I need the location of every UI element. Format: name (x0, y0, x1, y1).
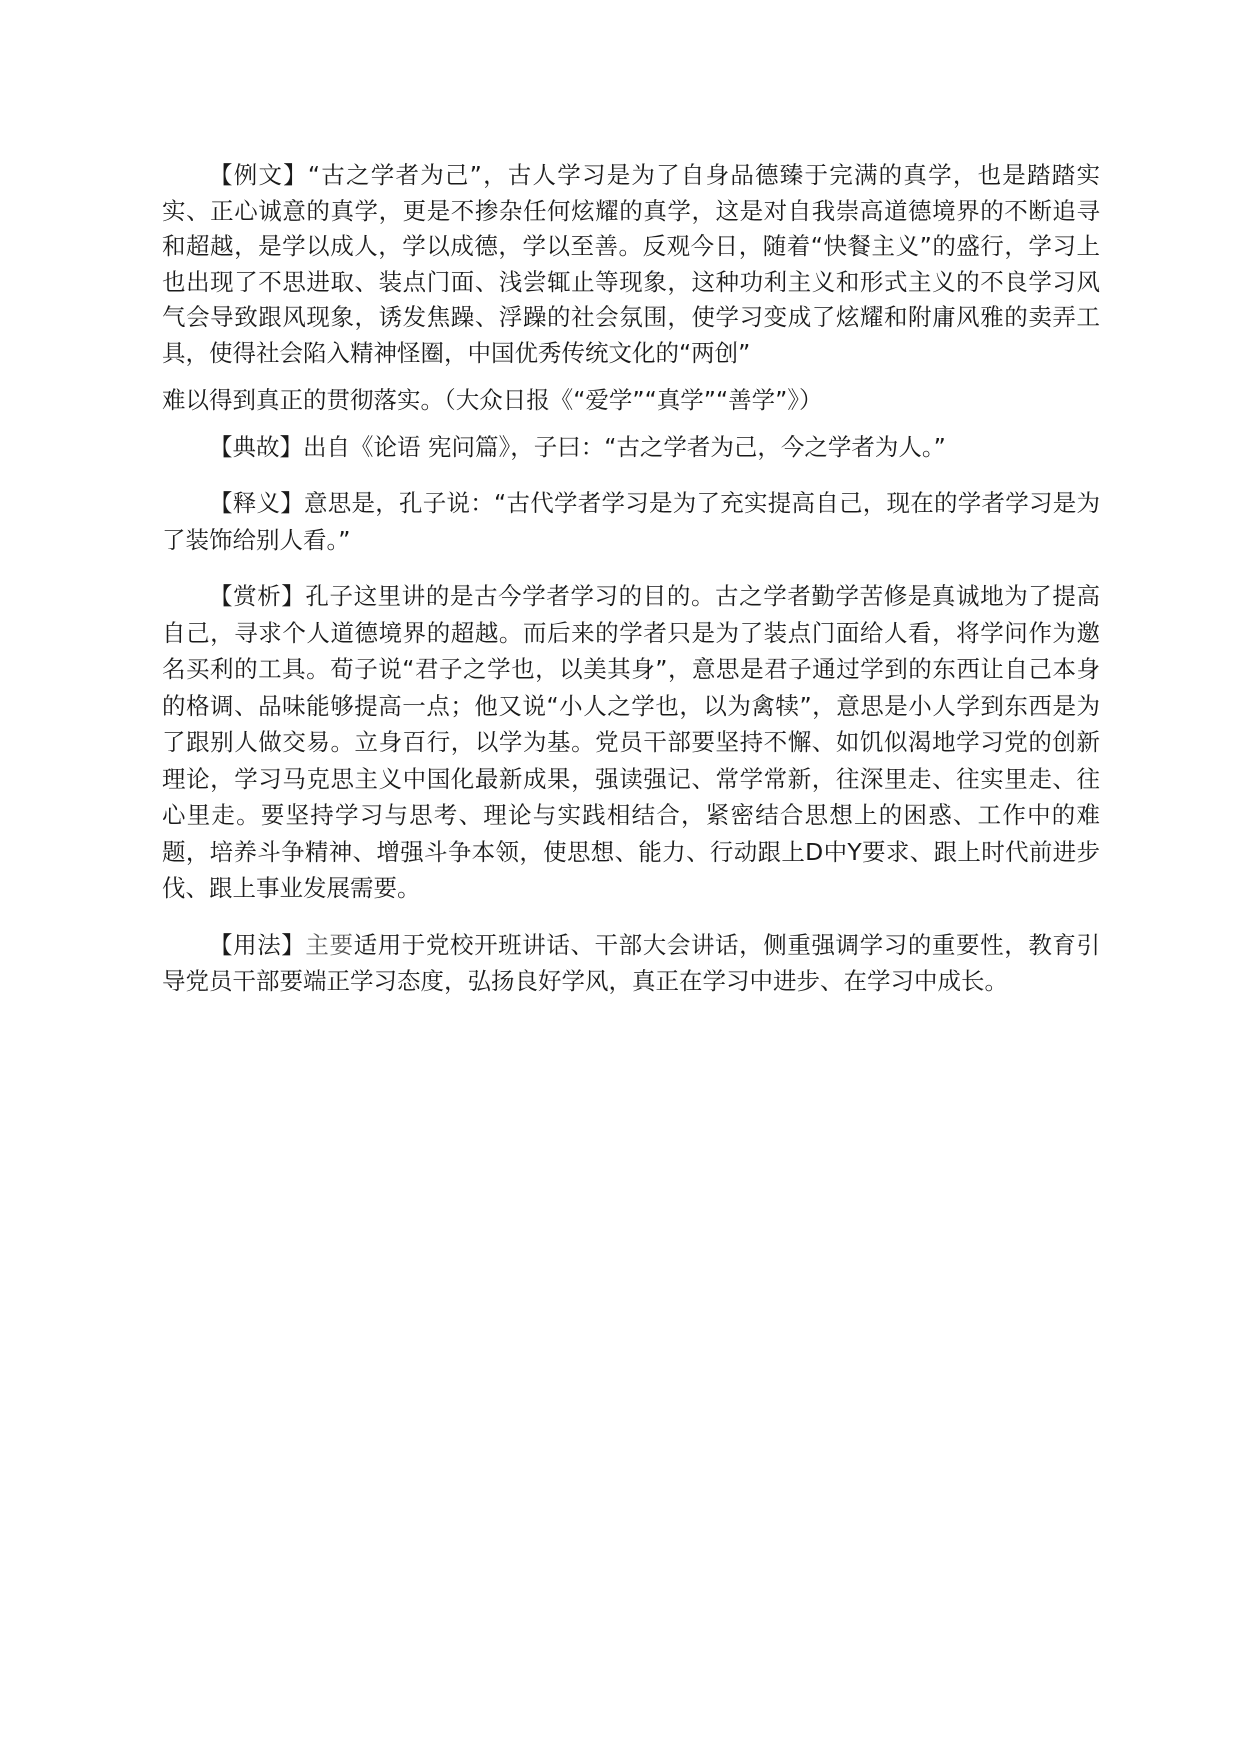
usage-muted-word: 主要 (305, 930, 354, 959)
usage-tag: 【用法】 (209, 930, 306, 959)
example-text: “古之学者为己”，古人学习是为了自身品德臻于完满的真学，也是踏踏实实、正心诚意的真学，更是不掺杂任何炫耀的真学，这是对自我崇高道德境界的不断追寻和超越，是学以成人，学以成德，学以至善。反观今日，随着“快餐主义”的盛行，学习上也出现了不思进取、装点门面、浅尝辄止等现象，这种功利主义和形式主义的不良学习风气会导致跟风现象，诱发焦躁、浮躁的社会氛围，使学习变成了炫耀和附庸风雅的卖弄工具，使得社会陷入精神怪圈，中国优秀传统文化的“两创” (162, 161, 1100, 367)
allusion-tag: 【典故】 (209, 432, 303, 461)
meaning-text: 意思是，孔子说：“古代学者学习是为了充实提高自己，现在的学者学习是为了装饰给别人看。” (162, 489, 1100, 554)
appreciation-tag: 【赏析】 (209, 582, 306, 610)
allusion-text: 出自《论语 宪问篇》，子曰：“古之学者为己，今之学者为人。” (303, 432, 946, 461)
allusion-paragraph (162, 429, 1100, 466)
appreciation-paragraph (162, 578, 1100, 907)
appreciation-text: 孔子这里讲的是古今学者学习的目的。古之学者勤学苦修是真诚地为了提高自己，寻求个人道德境界的超越。而后来的学者只是为了装点门面给人看，将学问作为邀名买利的工具。荀子说“君子之学也，以美其身”，意思是君子通过学到的东西让自己本身的格调、品味能够提高一点；他又说“小人之学也，以为禽犊”，意思是小人学到东西是为了跟别人做交易。立身百行，以学为基。党员干部要坚持不懈、如饥似渴地学习党的创新理论，学习马克思主义中国化最新成果，强读强记、常学常新，往深里走、往实里走、往心里走。要坚持学习与思考、理论与实践相结合，紧密结合思想上的困惑、工作中的难题，培养斗争精神、增强斗争本领，使思想、能力、行动跟上D中Y要求、跟上时代前进步伐、跟上事业发展需要。 (162, 582, 1101, 902)
document-page (162, 158, 1100, 1000)
usage-text: 适用于党校开班讲话、干部大会讲话，侧重强调学习的重要性，教育引导党员干部要端正学习态度，弘扬良好学风，真正在学习中进步、在学习中成长。 (162, 930, 1101, 995)
meaning-paragraph (162, 485, 1100, 558)
example-paragraph (162, 158, 1100, 419)
example-tag: 【例文】 (209, 161, 308, 189)
example-source-line: 难以得到真正的贯彻落实。（大众日报《“爱学”“真学”“善学”》） (162, 386, 823, 414)
meaning-tag: 【释义】 (209, 489, 305, 517)
usage-paragraph (162, 927, 1100, 1000)
